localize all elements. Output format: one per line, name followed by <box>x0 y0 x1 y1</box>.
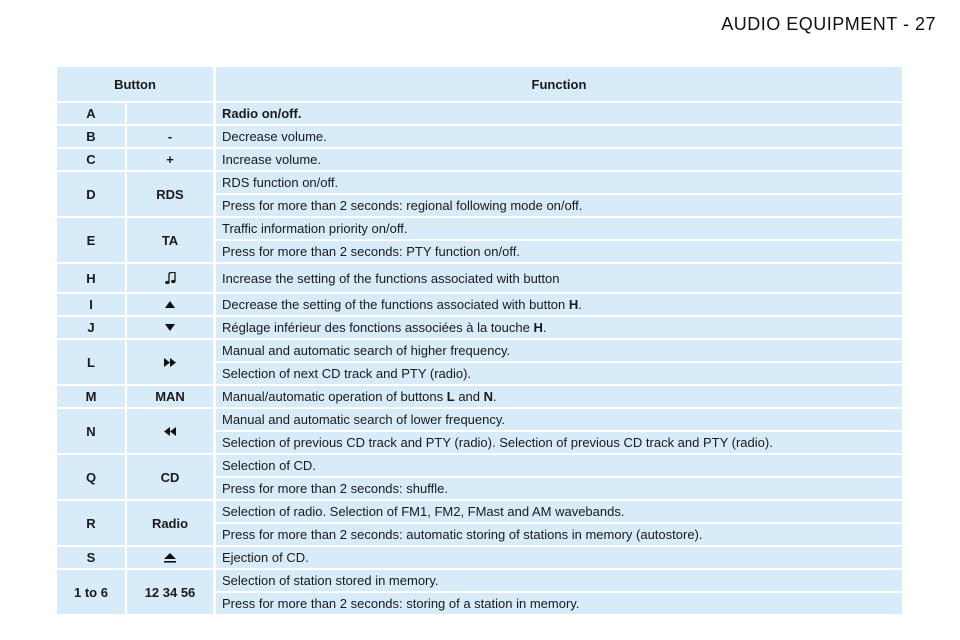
function-line <box>216 432 902 453</box>
function-line <box>216 340 902 361</box>
function-line <box>216 547 902 568</box>
function-line <box>216 524 902 545</box>
function-line <box>216 478 902 499</box>
button-symbol-cell: CD <box>127 455 213 499</box>
function-cell <box>216 317 902 338</box>
function-line <box>216 241 902 262</box>
button-symbol-cell <box>127 264 213 292</box>
table-row <box>57 455 902 499</box>
function-text: and <box>454 389 484 404</box>
function-line <box>216 455 902 476</box>
function-cell <box>216 126 902 147</box>
button-key-cell: 1 to 6 <box>57 570 125 614</box>
function-line <box>216 126 902 147</box>
function-text: Selection of previous CD track and PTY (radio). Selection of previous CD track and PTY (radio). <box>222 435 773 450</box>
function-line <box>216 149 902 170</box>
button-symbol-cell: RDS <box>127 172 213 216</box>
button-symbol-cell <box>127 547 213 568</box>
function-line <box>216 409 902 430</box>
function-line <box>216 294 902 315</box>
function-text: Selection of CD. <box>222 458 316 473</box>
table-row <box>57 386 902 407</box>
fast-forward-icon <box>162 355 178 369</box>
button-symbol-cell <box>127 103 213 124</box>
button-key-cell: E <box>57 218 125 262</box>
function-cell <box>216 501 902 545</box>
table-row <box>57 264 902 292</box>
table-row <box>57 317 902 338</box>
button-symbol-cell: TA <box>127 218 213 262</box>
button-key-cell: H <box>57 264 125 292</box>
button-key-cell: L <box>57 340 125 384</box>
function-line <box>216 386 902 407</box>
function-text-bold: N <box>483 389 494 404</box>
button-symbol-cell <box>127 294 213 315</box>
button-symbol-cell: 12 34 56 <box>127 570 213 614</box>
function-text: Manual and automatic search of higher frequency. <box>222 343 511 358</box>
function-cell <box>216 547 902 568</box>
function-line <box>216 172 902 193</box>
function-text: . <box>542 320 547 335</box>
function-text-bold: L <box>446 389 455 404</box>
function-line <box>216 103 902 124</box>
button-key-cell: R <box>57 501 125 545</box>
function-cell <box>216 340 902 384</box>
button-symbol-cell: - <box>127 126 213 147</box>
function-line <box>216 195 902 216</box>
table-row <box>57 103 902 124</box>
function-cell <box>216 264 902 292</box>
table-row <box>57 340 902 384</box>
button-symbol-cell <box>127 317 213 338</box>
table-row <box>57 218 902 262</box>
column-header-function: Function <box>216 67 902 101</box>
function-text-bold: H <box>568 297 579 312</box>
music-note-icon <box>162 271 178 285</box>
function-line <box>216 593 902 614</box>
function-cell <box>216 386 902 407</box>
function-text: Traffic information priority on/off. <box>222 221 408 236</box>
table-body <box>57 103 902 614</box>
function-text: Increase volume. <box>222 152 321 167</box>
button-key-cell: B <box>57 126 125 147</box>
function-text: Manual and automatic search of lower frequency. <box>222 412 506 427</box>
function-text: Selection of next CD track and PTY (radio). <box>222 366 472 381</box>
table-row <box>57 409 902 453</box>
function-cell <box>216 294 902 315</box>
function-cell <box>216 218 902 262</box>
function-cell <box>216 455 902 499</box>
triangle-up-icon <box>162 298 178 312</box>
button-symbol-cell <box>127 409 213 453</box>
function-text: Decrease the setting of the functions associated with button <box>222 297 569 312</box>
eject-icon <box>162 551 178 565</box>
function-text: Increase the setting of the functions associated with button <box>222 270 560 286</box>
button-symbol-cell: + <box>127 149 213 170</box>
button-symbol-cell <box>127 340 213 384</box>
function-text: Press for more than 2 seconds: shuffle. <box>222 481 448 496</box>
function-line <box>216 363 902 384</box>
function-cell <box>216 103 902 124</box>
function-text: Ejection of CD. <box>222 550 309 565</box>
table-row <box>57 501 902 545</box>
function-text: . <box>578 297 582 312</box>
function-text-bold: Radio on/off. <box>222 106 302 121</box>
table-row <box>57 126 902 147</box>
function-line <box>216 264 902 292</box>
button-symbol-cell: Radio <box>127 501 213 545</box>
button-key-cell: J <box>57 317 125 338</box>
function-text: Press for more than 2 seconds: regional following mode on/off. <box>222 198 583 213</box>
button-key-cell: D <box>57 172 125 216</box>
button-key-cell: A <box>57 103 125 124</box>
table-row <box>57 149 902 170</box>
button-function-table <box>57 67 902 616</box>
function-cell <box>216 409 902 453</box>
button-key-cell: I <box>57 294 125 315</box>
function-line <box>216 501 902 522</box>
function-text: Press for more than 2 seconds: storing of a station in memory. <box>222 596 580 611</box>
function-text-bold: H <box>533 320 543 335</box>
function-cell <box>216 172 902 216</box>
function-text: Decrease volume. <box>222 129 327 144</box>
button-key-cell: C <box>57 149 125 170</box>
function-line <box>216 218 902 239</box>
function-text: Réglage inférieur des fonctions associées à la touche <box>222 320 534 335</box>
table-row <box>57 547 902 568</box>
function-text: . <box>493 389 497 404</box>
function-cell <box>216 570 902 614</box>
triangle-down-icon <box>162 321 178 335</box>
button-key-cell: M <box>57 386 125 407</box>
button-key-cell: N <box>57 409 125 453</box>
table-row <box>57 172 902 216</box>
function-text: Press for more than 2 seconds: PTY function on/off. <box>222 244 520 259</box>
function-line <box>216 317 902 338</box>
button-symbol-cell: MAN <box>127 386 213 407</box>
table-row <box>57 294 902 315</box>
function-text: Selection of station stored in memory. <box>222 573 439 588</box>
button-key-cell: S <box>57 547 125 568</box>
function-text: Press for more than 2 seconds: automatic storing of stations in memory (autostore). <box>222 527 703 542</box>
function-text: Manual/automatic operation of buttons <box>222 389 447 404</box>
function-text: Selection of radio. Selection of FM1, FM2, FMast and AM wavebands. <box>222 504 625 519</box>
function-line <box>216 570 902 591</box>
function-cell <box>216 149 902 170</box>
button-key-cell: Q <box>57 455 125 499</box>
page-title: AUDIO EQUIPMENT - 27 <box>721 14 936 34</box>
table-header <box>57 67 902 101</box>
rewind-icon <box>162 424 178 438</box>
table-row <box>57 570 902 614</box>
column-header-button: Button <box>57 67 213 101</box>
function-text: RDS function on/off. <box>222 175 339 190</box>
